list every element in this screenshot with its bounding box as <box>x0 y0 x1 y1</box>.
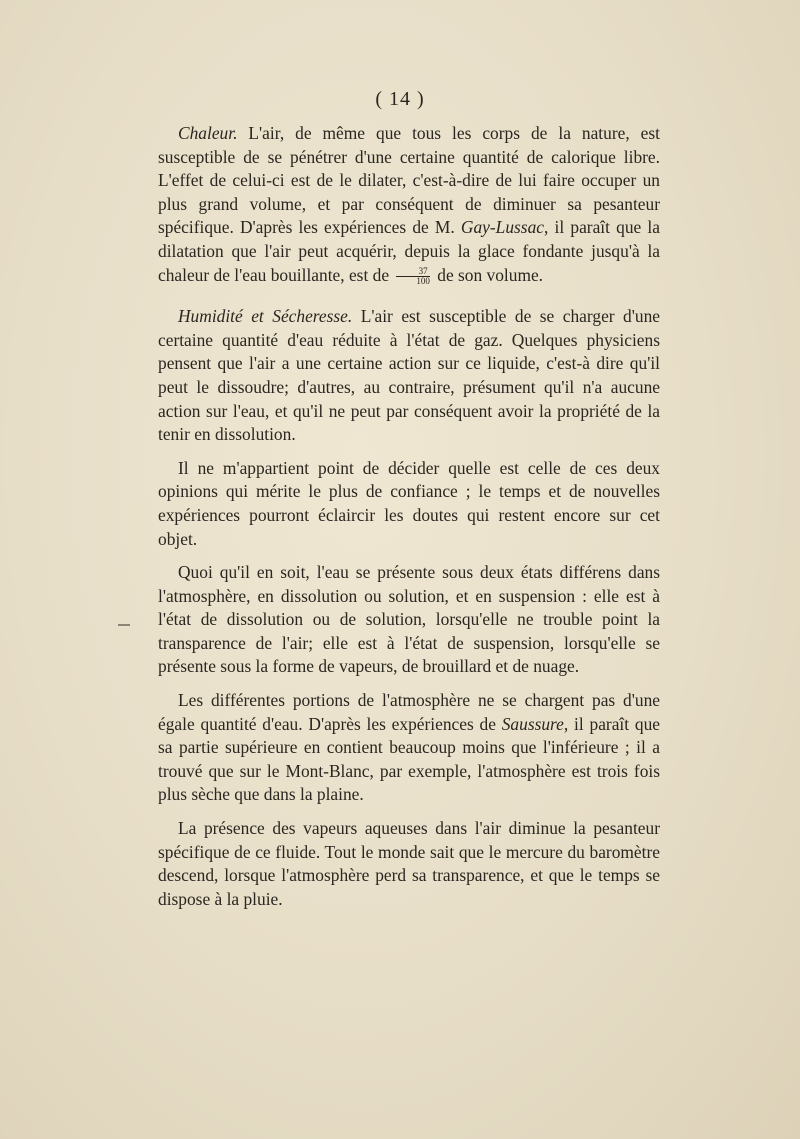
author-name: Saussure <box>501 713 564 734</box>
paragraph-text: , il paraît que la dilatation que l'air peut acquérir, depuis la glace fondante jusqu'à la chaleur de l'eau bouillante, est de <box>158 217 660 285</box>
paragraph-humidite <box>158 305 660 447</box>
paragraph-vapeurs: La présence des vapeurs aqueuses dans l'air diminue la pesanteur spécifique de ce fluide. Tout le monde sait que le mercure du baromètre descend, lorsque l'atmosphère perd sa transparence, et que le temps se dispose à la pluie. <box>158 818 660 909</box>
paragraph-etats: Quoi qu'il en soit, l'eau se présente sous deux états différens dans l'atmosphère, en dissolution ou solution, et en suspension : elle est à l'état de dissolution ou de solution, lorsqu'elle ne trouble point la transparence de l'air; elle est à l'état de suspension, lorsqu'elle se présente sous la forme de vapeurs, de brouillard et de nuage. <box>158 562 660 677</box>
section-heading-chaleur: Chaleur. <box>178 123 238 143</box>
paragraph-text: L'air est susceptible de se charger d'une certaine quantité d'eau réduite à l'état de gaz. Quelques physiciens pensent que l'air a une certaine action sur ce liquide, c'est-à dire qu'il peut le dissoudre; d'autres, au contraire, présument qu'il n'a aucune action sur l'eau, et qu'il ne peut par conséquent avoir la propriété de la tenir en dissolution. <box>158 306 660 445</box>
fraction-numerator: 37 <box>396 267 430 277</box>
margin-mark <box>118 624 130 626</box>
section-heading-humidite: Humidité et Sécheresse. <box>178 306 353 327</box>
fraction <box>396 267 430 286</box>
paragraph-portions <box>158 689 660 807</box>
body-text <box>158 122 660 921</box>
paragraph-chaleur <box>158 122 660 287</box>
fraction-denominator: 100 <box>416 276 430 287</box>
author-name: Gay-Lussac <box>460 217 544 238</box>
page-number: ( 14 ) <box>375 88 425 110</box>
paragraph-opinions: Il ne m'appartient point de décider quelle est celle de ces deux opinions qui mérite le plus de confiance ; le temps et de nouvelles expériences pourront éclaircir les doutes qui restent encore sur cet objet. <box>158 457 660 549</box>
paragraph-text: L'air, de même que tous les corps de la nature, est susceptible de se pénétrer d'une certaine quantité de calorique libre. L'effet de celui-ci est de le dilater, c'est-à-dire de lui faire occuper un plus grand volume, et par conséquent de diminuer sa pesanteur spécifique. D'après les expériences de M. <box>158 123 660 238</box>
paragraph-text: de son volume. <box>432 264 544 285</box>
paragraph-text: Les différentes portions de l'atmosphère ne se chargent pas d'une égale quantité d'eau. D'après les expériences de <box>158 690 660 734</box>
paragraph-text: , il paraît que sa partie supérieure en contient beaucoup moins que l'inférieure ; il a trouvé que sur le Mont-Blanc, par exemple, l'atmosphère est trois fois plus sèche que dans la plaine. <box>158 713 660 805</box>
